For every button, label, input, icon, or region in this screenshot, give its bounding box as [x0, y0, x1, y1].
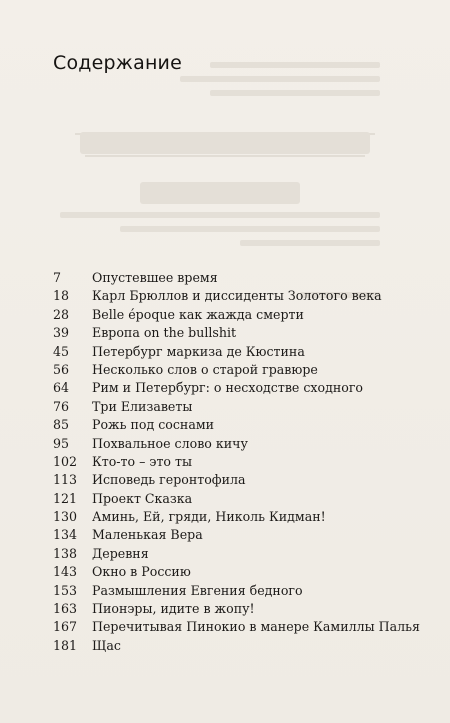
toc-page-number: 28 [53, 306, 70, 322]
toc-entry-title: Исповедь геронтофила [92, 472, 246, 488]
toc-page-number: 18 [53, 288, 70, 304]
toc-entry [53, 563, 420, 581]
toc-entry [53, 508, 420, 526]
toc-entry [53, 526, 420, 544]
toc-page-number: 39 [53, 325, 70, 341]
table-of-contents [53, 269, 420, 655]
toc-entry [53, 582, 420, 600]
toc-entry [53, 416, 420, 434]
toc-entry-title: Опустевшее время [92, 270, 218, 285]
toc-entry [53, 618, 420, 636]
toc-entry-title: Кто-то – это ты [92, 453, 192, 469]
toc-entry [53, 490, 420, 508]
toc-entry-title: Маленькая Вера [92, 527, 203, 543]
toc-entry [53, 435, 420, 453]
toc-entry [53, 343, 420, 361]
toc-entry [53, 453, 420, 471]
toc-entry-title: Аминь, Ей, гряди, Николь Кидман! [92, 509, 326, 525]
toc-page-number: 102 [53, 453, 78, 469]
toc-entry-title: Рожь под соснами [92, 417, 215, 433]
toc-page-number: 76 [53, 398, 70, 414]
toc-page-number: 113 [53, 472, 78, 488]
toc-entry-title: Европа on the bullshit [92, 325, 237, 341]
toc-entry [53, 545, 420, 563]
toc-entry [53, 398, 420, 416]
toc-entry-title: Окно в Россию [92, 564, 191, 580]
toc-entry-title: Похвальное слово кичу [92, 435, 248, 451]
toc-entry [53, 471, 420, 489]
toc-page-number: 45 [53, 343, 70, 359]
page-title: Содержание [53, 52, 182, 74]
toc-entry [53, 269, 420, 287]
toc-entry-title: Рим и Петербург: о несходстве сходного [92, 380, 364, 396]
toc-page-number: 130 [53, 509, 78, 525]
toc-entry-title: Деревня [92, 545, 149, 561]
toc-page-number: 64 [53, 380, 70, 396]
toc-page-number: 56 [53, 361, 70, 377]
toc-page-number: 153 [53, 582, 78, 598]
toc-entry [53, 361, 420, 379]
toc-page-number: 163 [53, 601, 78, 617]
toc-page-number: 181 [53, 637, 78, 653]
toc-entry-title: Перечитывая Пинокио в манере Камиллы Палья [92, 619, 420, 635]
toc-entry [53, 287, 420, 305]
toc-entry-title: Несколько слов о старой гравюре [92, 361, 318, 377]
toc-page-number: 7 [53, 270, 62, 285]
toc-page-number: 85 [53, 417, 70, 433]
toc-entry-title: Три Елизаветы [92, 398, 193, 414]
toc-entry-title: Размышления Евгения бедного [92, 582, 303, 598]
toc-entry [53, 600, 420, 618]
toc-page-number: 134 [53, 527, 78, 543]
toc-page-number: 95 [53, 435, 70, 451]
toc-page-number: 121 [53, 490, 78, 506]
toc-entry-title: Петербург маркиза де Кюстина [92, 343, 305, 359]
toc-page-number: 167 [53, 619, 78, 635]
toc-entry [53, 306, 420, 324]
toc-page-number: 143 [53, 564, 78, 580]
toc-entry [53, 637, 420, 655]
toc-entry-title: Пионэры, идите в жопу! [92, 601, 255, 617]
toc-page-number: 138 [53, 545, 78, 561]
toc-entry-title: Щас [92, 637, 121, 653]
toc-entry-title: Карл Брюллов и диссиденты Золотого века [92, 288, 382, 304]
toc-entry [53, 324, 420, 342]
toc-entry-title: Проект Сказка [92, 490, 193, 506]
toc-entry-title: Belle époque как жажда смерти [92, 306, 304, 322]
toc-entry [53, 379, 420, 397]
